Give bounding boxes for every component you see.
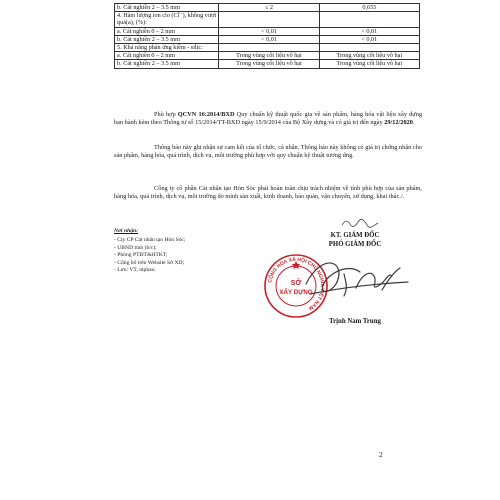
table-cell bbox=[219, 12, 319, 27]
table-row bbox=[115, 12, 420, 27]
table-cell: < 0,01 bbox=[219, 27, 319, 35]
recipients-title: Nơi nhận: bbox=[114, 228, 138, 234]
recipient-item: - Lưu: VT, ntphao. bbox=[114, 267, 156, 274]
table-cell: b. Cát nghiền 2 – 3.5 mm bbox=[115, 60, 219, 68]
table-cell: ≤ 2 bbox=[219, 4, 319, 12]
handwritten-signature bbox=[300, 254, 412, 306]
spec-table bbox=[114, 3, 420, 69]
responsibility-text: Công ty cổ phần Cát nhân tạo Hòn Sóc phải hoàn toàn chịu trách nhiệm về tính phù hợp của sản phẩm, hàng hóa, quá trình, dịch vụ, môi trường do mình sản xuất, kinh doanh, bảo quản, vận chuyển, sử dụng, khai thác./. bbox=[114, 185, 422, 201]
table-cell: 0,655 bbox=[319, 4, 419, 12]
table-cell: < 0,01 bbox=[319, 35, 419, 43]
responsibility-paragraph bbox=[114, 185, 422, 202]
para1-text-a: Phù hợp bbox=[154, 111, 178, 118]
table-cell: Trong vùng cốt liệu vô hại bbox=[319, 52, 419, 60]
table-cell bbox=[219, 44, 319, 52]
signature-title bbox=[290, 232, 420, 249]
recipient-item: - Phòng PTĐT&HTKT; bbox=[114, 252, 168, 259]
page-number: 2 bbox=[379, 450, 383, 459]
table-cell: Trong vùng cốt liệu vô hại bbox=[319, 60, 419, 68]
table-cell: 4. Hàm lượng ion clo (Cl⁻), không vượt quá(a), (%): bbox=[115, 12, 219, 27]
table-cell: 5. Khả năng phản ứng kiềm - silic: bbox=[115, 44, 219, 52]
table-cell: a. Cát nghiền 0 – 2 mm bbox=[115, 27, 219, 35]
table-cell: < 0,01 bbox=[219, 35, 319, 43]
table-cell: b. Cát nghiền 2 – 3.5 mm bbox=[115, 4, 219, 12]
seal-ring-text: CỘNG HÒA XÃ HỘI CHỦ NGHĨA VIỆT NAM bbox=[267, 256, 326, 312]
table-row bbox=[115, 52, 420, 60]
para1-text-c: Quy chuẩn kỹ thuật quốc gia về sản phẩm, hàng hóa vật liệu xây dựng ban hành kèm theo Thông tư số 15/2014/TT-BXD ngày 15/9/2014 của Bộ Xây dựng và có giá trị đến ngày bbox=[114, 111, 423, 127]
compliance-paragraph bbox=[114, 111, 422, 128]
notice-text: Thông báo này ghi nhận sự cam kết của tổ chức, cá nhân. Thông báo này không có giá trị chứng nhận cho sản phẩm, hàng hóa, quá trình, dịch vụ, môi trường phù hợp với quy chuẩn kỹ thuật tương ứng. bbox=[114, 144, 422, 160]
table-cell: a. Cát nghiền 0 – 2 mm bbox=[115, 52, 219, 60]
table-cell: b. Cát nghiền 2 – 3.5 mm bbox=[115, 35, 219, 43]
seal-so: SỞ bbox=[290, 280, 302, 287]
handwritten-initials bbox=[340, 218, 380, 228]
signature-line2: PHÓ GIÁM ĐỐC bbox=[328, 240, 382, 248]
table-cell: Trong vùng cốt liệu vô hại bbox=[219, 60, 319, 68]
table-row bbox=[115, 44, 420, 52]
recipients-block bbox=[114, 228, 264, 274]
signature-line1: KT. GIÁM ĐỐC bbox=[330, 232, 380, 239]
table-row bbox=[115, 35, 420, 43]
recipient-item: - UBND tỉnh (b/c); bbox=[114, 244, 157, 251]
notice-paragraph bbox=[114, 144, 422, 161]
table-row bbox=[115, 27, 420, 35]
standard-code: QCVN 16:2014/BXD bbox=[177, 111, 235, 118]
signer-name: Trịnh Nam Trung bbox=[329, 318, 381, 325]
table-cell bbox=[319, 44, 419, 52]
table-cell: Trong vùng cốt liệu vô hại bbox=[219, 52, 319, 60]
valid-until-date: 29/12/2020 bbox=[384, 119, 413, 127]
recipient-item: - Cổng bố trên Website Sở XD; bbox=[114, 259, 185, 266]
table-row bbox=[115, 60, 420, 68]
recipients-list bbox=[114, 237, 264, 274]
table-row bbox=[115, 4, 420, 12]
para1-text-e: . bbox=[412, 119, 415, 127]
table-cell: < 0,01 bbox=[319, 27, 419, 35]
recipient-item: - Cty CP Cát nhân tạo Hòn Sóc; bbox=[114, 237, 186, 244]
seal-xd: XÂY DỰNG bbox=[279, 289, 313, 296]
table-cell bbox=[319, 12, 419, 27]
